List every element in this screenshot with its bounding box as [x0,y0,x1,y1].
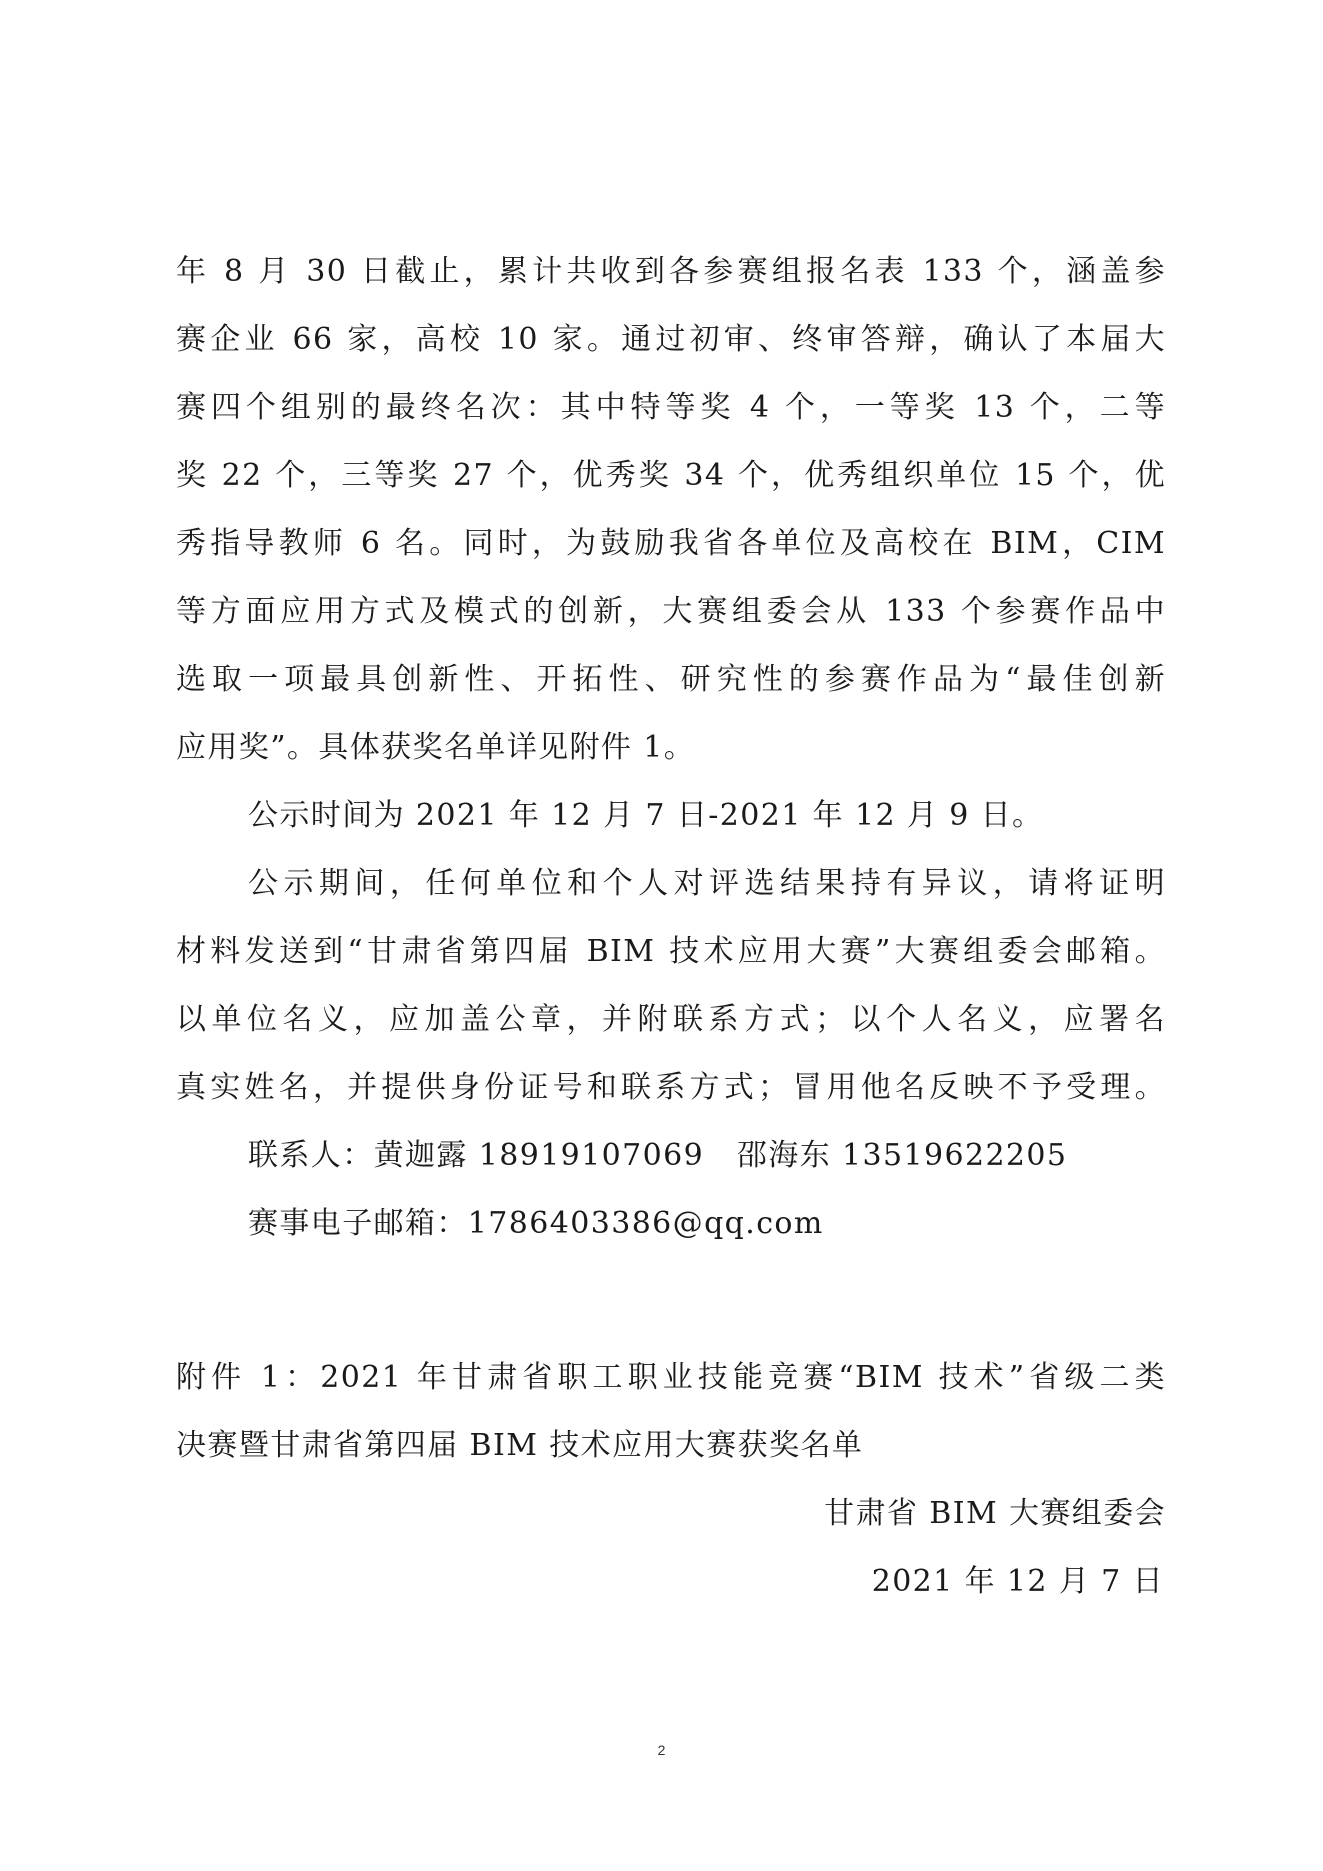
paragraph-line: 公示期间，任何单位和个人对评选结果持有异议，请将证明 [248,866,1166,901]
paragraph-line: 应用奖”。具体获奖名单详见附件 1。 [176,730,696,765]
paragraph-line: 真实姓名，并提供身份证号和联系方式；冒用他名反映不予受理。 [176,1070,1166,1105]
attachment-line: 决赛暨甘肃省第四届 BIM 技术应用大赛获奖名单 [176,1428,864,1463]
paragraph-line: 奖 22 个，三等奖 27 个，优秀奖 34 个，优秀组织单位 15 个，优 [176,458,1166,493]
document-body [176,238,1166,1616]
paragraph-line: 材料发送到“甘肃省第四届 BIM 技术应用大赛”大赛组委会邮箱。 [176,934,1166,969]
paragraph-line: 赛企业 66 家，高校 10 家。通过初审、终审答辩，确认了本届大 [176,322,1166,357]
paragraph-line: 秀指导教师 6 名。同时，为鼓励我省各单位及高校在 BIM，CIM [176,526,1166,561]
attachment-line: 附件 1：2021 年甘肃省职工职业技能竞赛“BIM 技术”省级二类 [176,1360,1166,1395]
results-paragraph [176,238,1166,782]
page-number: 2 [657,1742,666,1758]
paragraph-line: 以单位名义，应加盖公章，并附联系方式；以个人名义，应署名 [176,1002,1166,1037]
contact-persons: 联系人：黄迦露 18919107069 邵海东 13519622205 [248,1138,1068,1173]
paragraph-line: 等方面应用方式及模式的创新，大赛组委会从 133 个参赛作品中 [176,594,1166,629]
paragraph-line: 赛四个组别的最终名次：其中特等奖 4 个，一等奖 13 个，二等 [176,390,1166,425]
objection-paragraph [176,850,1166,1122]
signature-organization: 甘肃省 BIM 大赛组委会 [824,1496,1166,1531]
contact-email: 赛事电子邮箱：1786403386@qq.com [248,1206,824,1241]
paragraph-line: 年 8 月 30 日截止，累计共收到各参赛组报名表 133 个，涵盖参 [176,254,1166,289]
paragraph-line: 选取一项最具创新性、开拓性、研究性的参赛作品为“最佳创新 [176,662,1166,697]
attachment-note [176,1344,1166,1480]
publicity-period: 公示时间为 2021 年 12 月 7 日-2021 年 12 月 9 日。 [248,798,1044,833]
section-spacer [176,1258,1166,1344]
signature-date: 2021 年 12 月 7 日 [871,1564,1164,1599]
